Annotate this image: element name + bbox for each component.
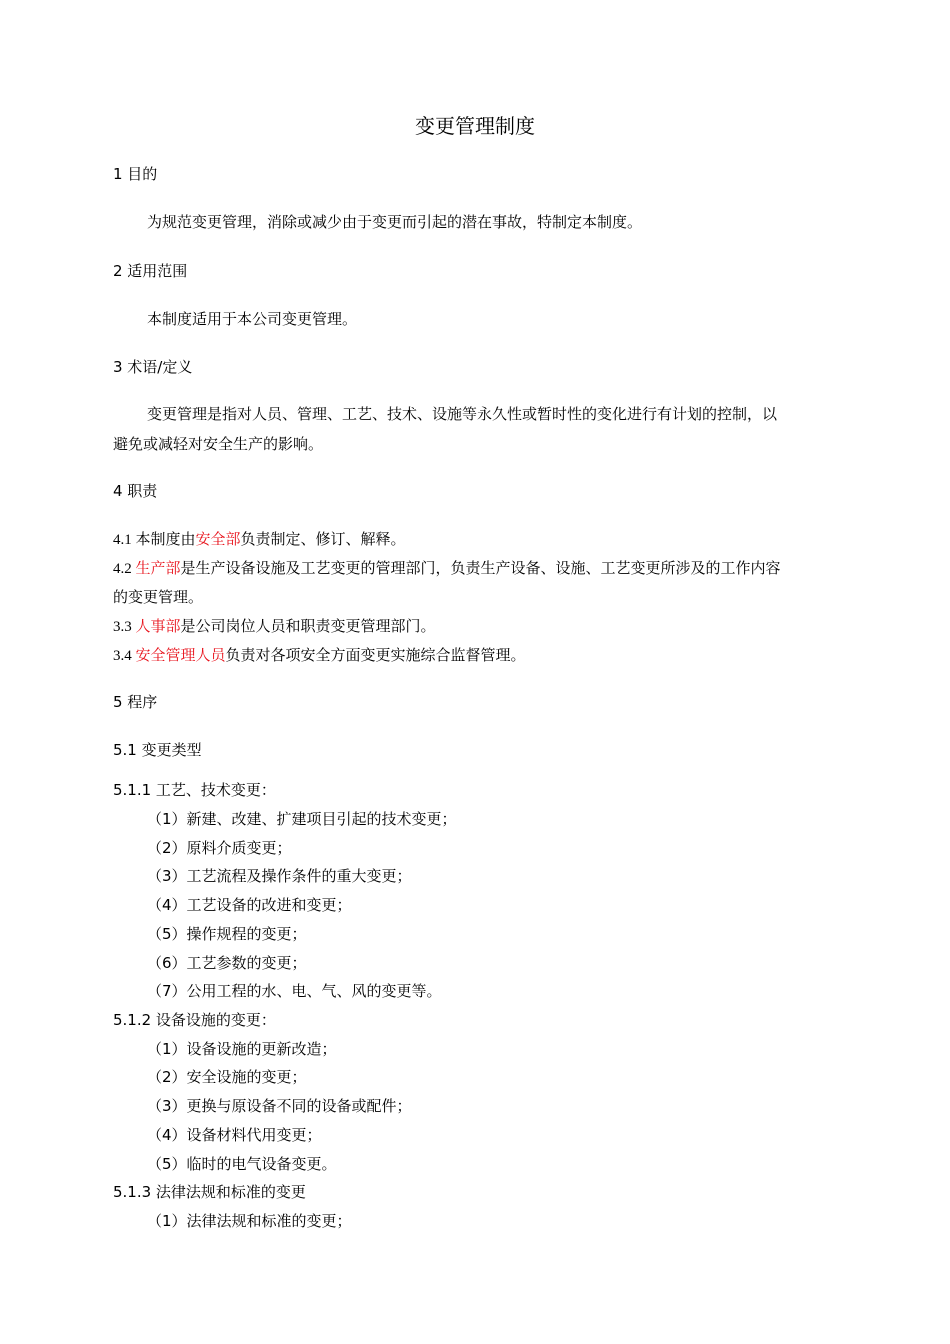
duty-text: 负责制定、修订、解释。 <box>240 530 406 548</box>
duty-item-continuation: 的变更管理。 <box>113 588 204 606</box>
section-2-heading: 2 适用范围 <box>113 262 188 280</box>
duty-number: 4.1 <box>113 532 136 548</box>
group-heading: 5.1.1 工艺、技术变更： <box>113 781 276 799</box>
duty-number: 3.4 <box>113 648 136 664</box>
list-item: （5）临时的电气设备变更。 <box>147 1155 337 1173</box>
department-name: 安全管理人员 <box>135 646 226 664</box>
duty-text: 负责对各项安全方面变更实施综合监督管理。 <box>225 646 526 664</box>
duty-item <box>113 645 526 666</box>
duty-text: 是公司岗位人员和职责变更管理部门。 <box>180 617 436 635</box>
list-item: （4）工艺设备的改进和变更； <box>147 896 352 914</box>
section-2-body: 本制度适用于本公司变更管理。 <box>147 310 358 328</box>
list-item: （3）工艺流程及操作条件的重大变更； <box>147 867 412 885</box>
list-item: （1）设备设施的更新改造； <box>147 1040 337 1058</box>
section-4-heading: 4 职责 <box>113 482 158 500</box>
section-5-heading: 5 程序 <box>113 693 158 711</box>
section-3-body-line-1: 变更管理是指对人员、管理、工艺、技术、设施等永久性或暂时性的变化进行有计划的控制，以 <box>147 405 778 423</box>
document-title: 变更管理制度 <box>415 114 535 138</box>
list-item: （4）设备材料代用变更； <box>147 1126 322 1144</box>
duty-item <box>113 558 781 579</box>
duty-item <box>113 616 436 637</box>
department-name: 安全部 <box>195 530 241 548</box>
duty-item <box>113 529 406 550</box>
department-name: 人事部 <box>135 617 181 635</box>
section-3-heading: 3 术语/定义 <box>113 358 193 376</box>
section-1-body: 为规范变更管理，消除或减少由于变更而引起的潜在事故，特制定本制度。 <box>147 213 643 231</box>
group-heading: 5.1.3 法律法规和标准的变更 <box>113 1183 306 1201</box>
duty-text: 是生产设备设施及工艺变更的管理部门，负责生产设备、设施、工艺变更所涉及的工作内容 <box>180 559 781 577</box>
duty-prefix: 本制度由 <box>135 530 196 548</box>
list-item: （6）工艺参数的变更； <box>147 954 307 972</box>
list-item: （1）新建、改建、扩建项目引起的技术变更； <box>147 810 457 828</box>
duty-number: 4.2 <box>113 561 136 577</box>
duty-number: 3.3 <box>113 619 136 635</box>
list-item: （7）公用工程的水、电、气、风的变更等。 <box>147 982 442 1000</box>
group-heading: 5.1.2 设备设施的变更： <box>113 1011 276 1029</box>
section-3-body-line-2: 避免或减轻对安全生产的影响。 <box>113 435 324 453</box>
list-item: （5）操作规程的变更； <box>147 925 307 943</box>
list-item: （2）安全设施的变更； <box>147 1068 307 1086</box>
list-item: （1）法律法规和标准的变更； <box>147 1212 352 1230</box>
subsection-heading: 5.1 变更类型 <box>113 741 202 759</box>
section-1-heading: 1 目的 <box>113 165 158 183</box>
list-item: （3）更换与原设备不同的设备或配件； <box>147 1097 412 1115</box>
department-name: 生产部 <box>135 559 181 577</box>
list-item: （2）原料介质变更； <box>147 839 292 857</box>
